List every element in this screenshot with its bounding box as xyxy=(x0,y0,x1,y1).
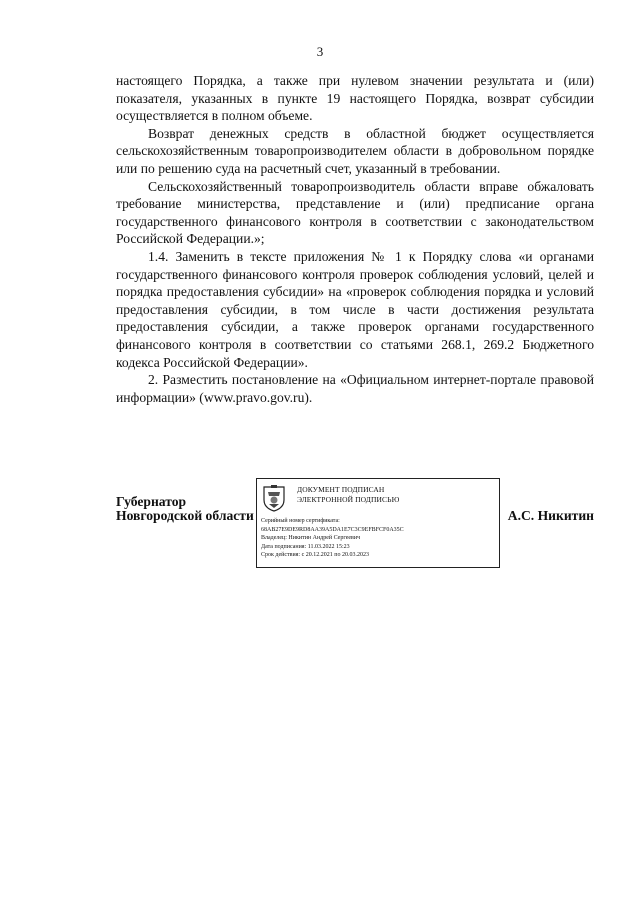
page-number: 3 xyxy=(316,44,324,59)
signer-name: А.С. Никитин xyxy=(507,508,594,523)
signer-title xyxy=(116,495,254,523)
coat-of-arms-icon xyxy=(262,484,286,512)
paragraph-5: 2. Разместить постановление на «Официальном интернет-портале правовой информации» (www.pravo.gov.ru). xyxy=(116,372,594,405)
stamp-details xyxy=(261,517,497,560)
electronic-signature-stamp xyxy=(256,478,500,568)
stamp-serial: 68AB27E9DE9RD8AA39A5DA1E7C3C9EFBFCF0A35C xyxy=(261,526,404,533)
stamp-header-line-2: ЭЛЕКТРОННОЙ ПОДПИСЬЮ xyxy=(297,494,400,504)
document-body xyxy=(116,72,594,406)
signature-block xyxy=(116,478,594,574)
stamp-signed-date: Дата подписания: 11.03.2022 15:23 xyxy=(261,543,350,550)
signer-title-line-2: Новгородской области xyxy=(116,508,254,523)
stamp-owner: Владелец: Никитин Андрей Сергеевич xyxy=(261,535,361,542)
paragraph-4: 1.4. Заменить в тексте приложения № 1 к Порядку слова «и органами государственного финансового контроля проверок соблюдения условий, целей и порядка предоставления субсидии» на «проверок соблюдения порядка и условий предоставления субсидии, в том числе в части достижения результата предоставления субсидии, а также проверок органами государственного финансового контроля в соответствии со статьями 268.1, 269.2 Бюджетного кодекса Российской Федерации». xyxy=(116,248,594,370)
paragraph-1: настоящего Порядка, а также при нулевом значении результата и (или) показателя, указанных в пункте 19 настоящего Порядка, возврат субсидии осуществляется в полном объеме. xyxy=(116,73,594,124)
stamp-serial-label: Серийный номер сертификата: xyxy=(261,518,340,524)
stamp-header xyxy=(297,485,477,504)
paragraph-3: Сельскохозяйственный товаропроизводитель области вправе обжаловать требование министерства, представление и (или) предписание органа государственного финансового контроля в соответствии с законодательством Российской Федерации.»; xyxy=(116,178,594,247)
paragraph-2: Возврат денежных средств в областной бюджет осуществляется сельскохозяйственным товаропроизводителем области в добровольном порядке или по решению суда на расчетный счет, указанный в требовании. xyxy=(116,125,594,176)
stamp-validity: Срок действия: с 20.12.2021 по 20.03.2023 xyxy=(261,552,369,559)
signer-title-line-1: Губернатор xyxy=(116,494,187,509)
stamp-header-line-1: ДОКУМЕНТ ПОДПИСАН xyxy=(297,485,385,494)
